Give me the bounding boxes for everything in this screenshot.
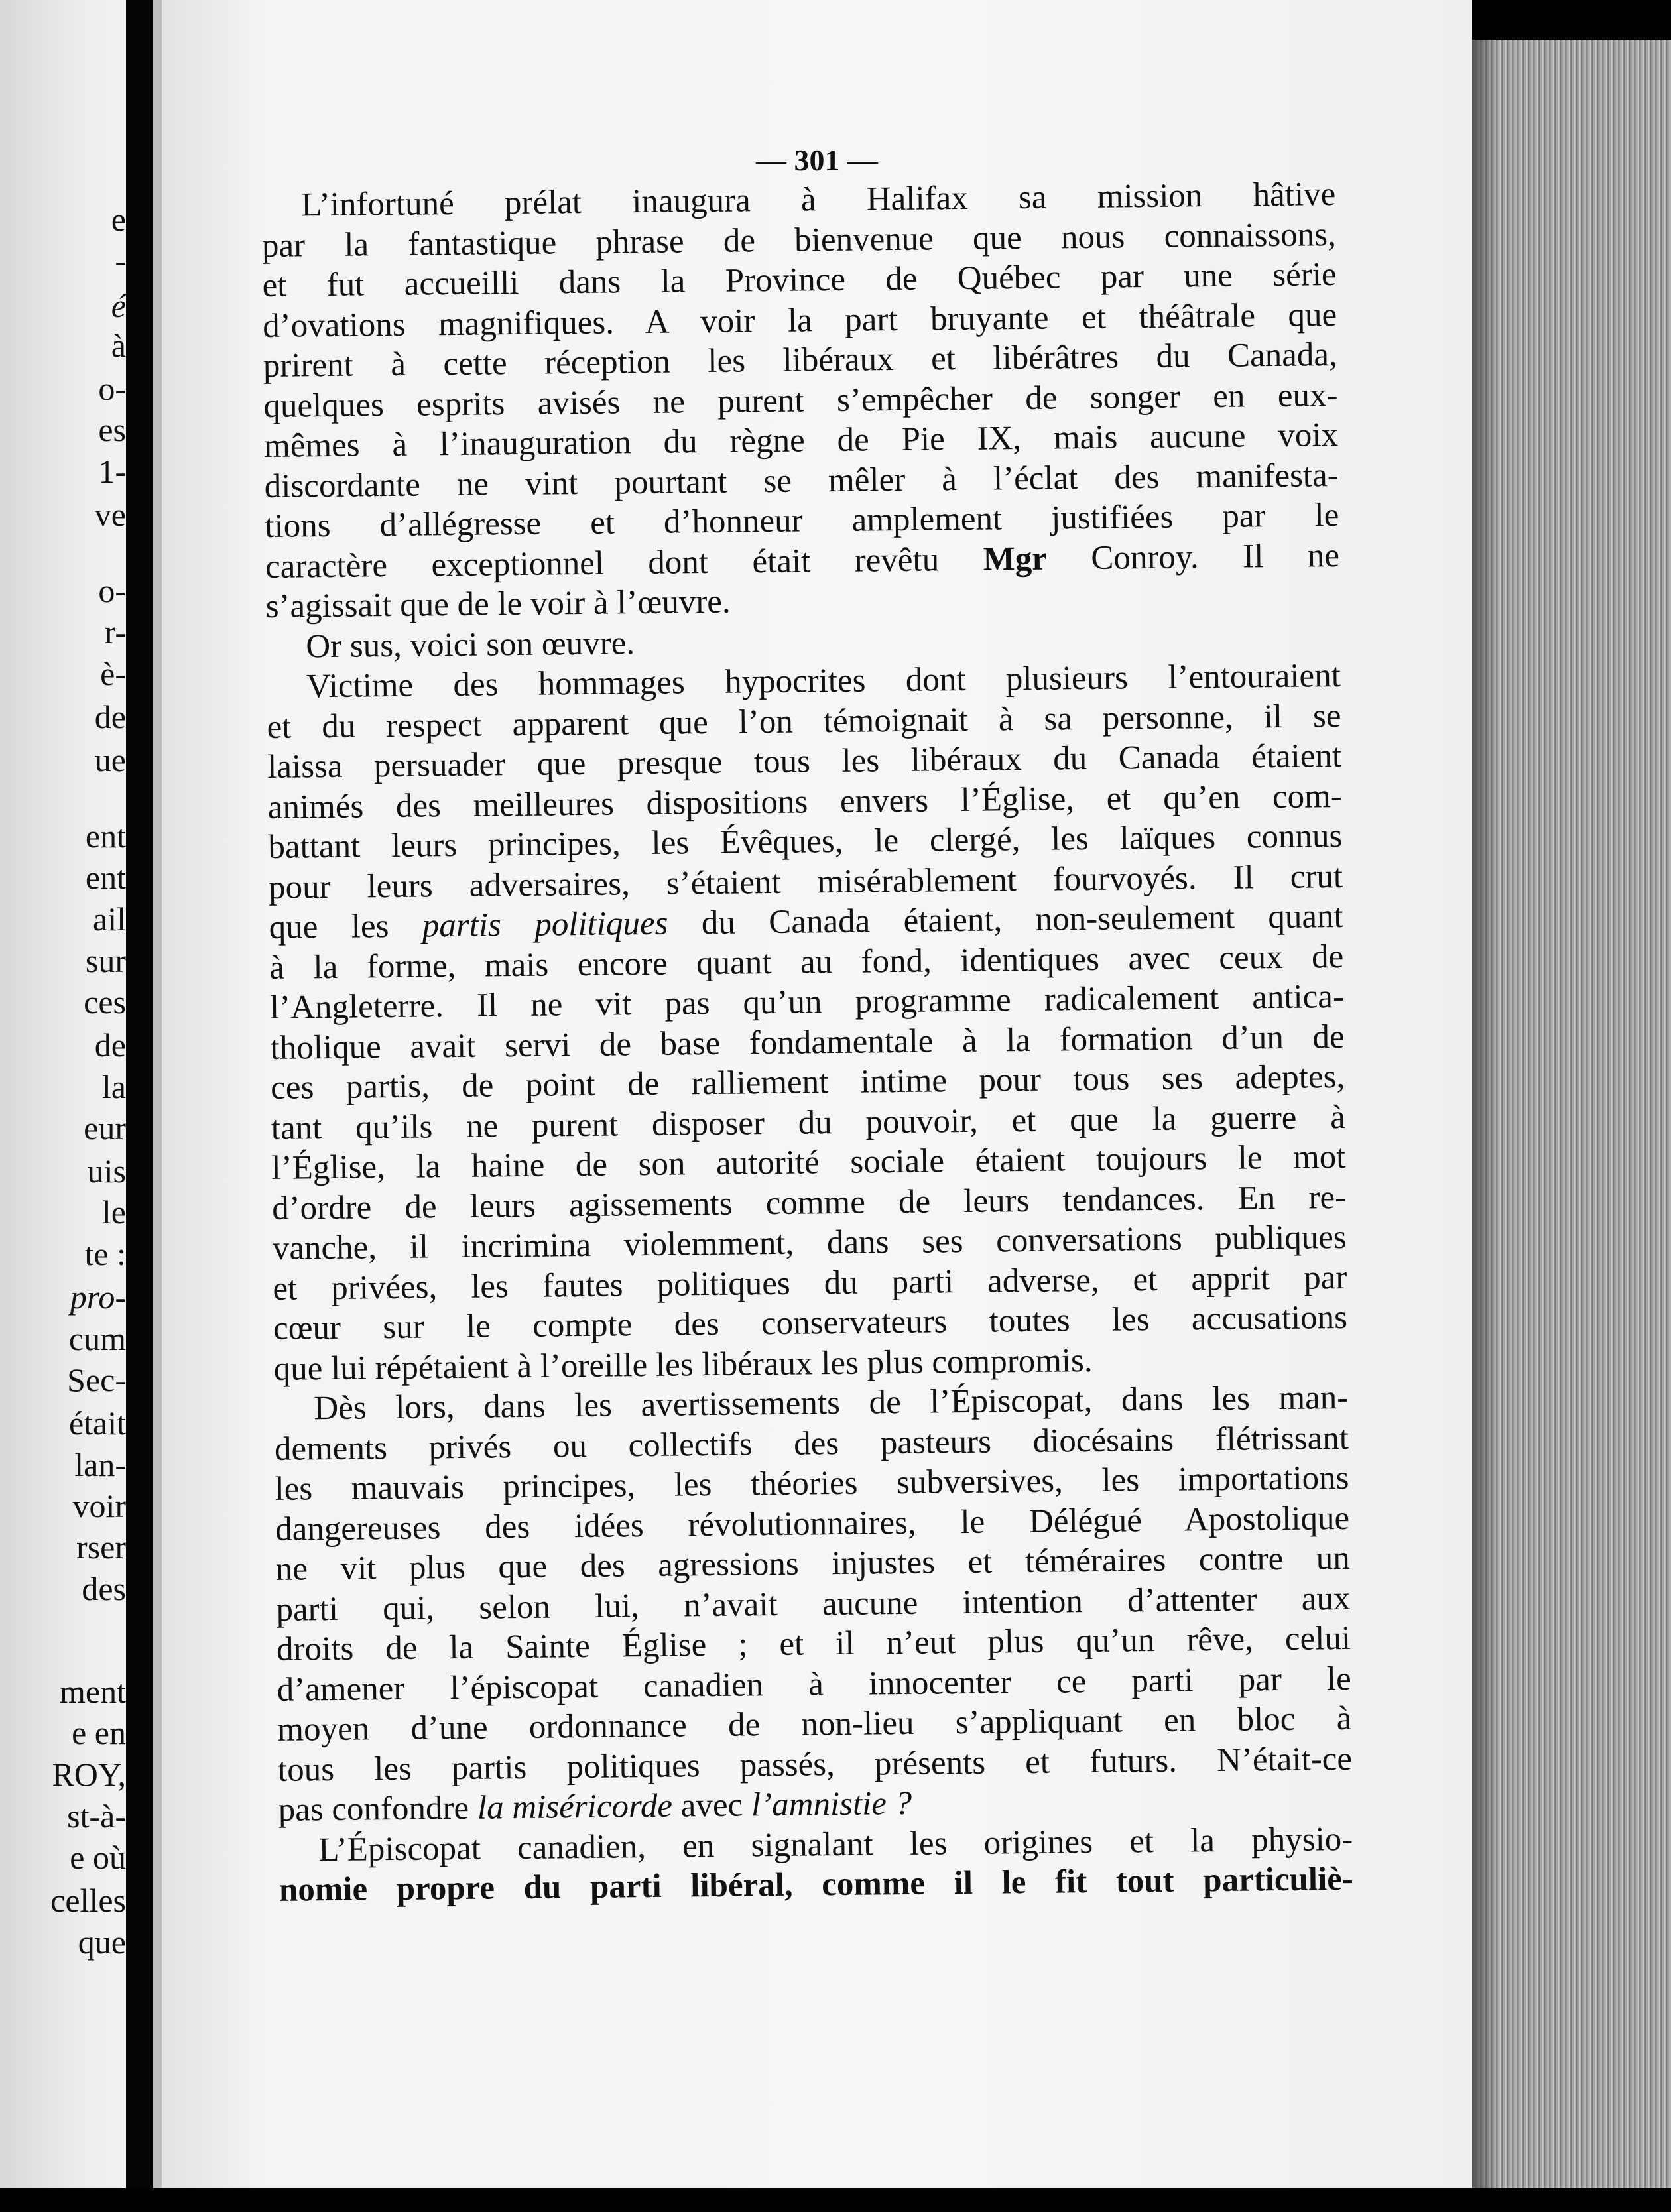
text-line: l’Angleterre. Il ne vit pas qu’un programme radicalement antica- (269, 977, 1345, 1026)
text-line: moyen d’une ordonnance de non-lieu s’appliquant en bloc à (277, 1699, 1352, 1749)
text-line: vanche, il incrimina violemment, dans ses conversations publiques (272, 1218, 1347, 1267)
text-line: d’amener l’épiscopat canadien à innocenter ce parti par le (277, 1660, 1351, 1709)
left-page-text-fragment: celles (50, 1882, 126, 1919)
left-page-text-fragment: è- (100, 655, 126, 692)
text-line: et privées, les fautes politiques du parti adverse, et apprit par (273, 1259, 1347, 1308)
left-page-text-fragment: 1- (98, 453, 126, 490)
text-line: prirent à cette réception les libéraux et libérâtres du Canada, (263, 336, 1338, 385)
left-page-text-fragment: o- (98, 572, 126, 609)
left-page-text-fragment: é (111, 287, 126, 324)
left-page-text-fragment: es (98, 411, 126, 448)
italic-text: la miséricorde (477, 1787, 673, 1827)
page-edges (1472, 40, 1671, 2212)
text-line: animés des meilleures dispositions envers l’Église, et qu’en com- (267, 777, 1343, 826)
left-page-text-fragment: le (101, 1194, 126, 1231)
left-page-text-fragment: de (94, 1026, 126, 1064)
page-number: — 301 — (756, 143, 878, 177)
text-segment: pas confondre (278, 1789, 478, 1829)
text-line: parti qui, selon lui, n’avait aucune intention d’attenter aux (276, 1579, 1351, 1628)
text-line: les mauvais principes, les théories subversives, les importations (275, 1459, 1349, 1508)
text-line: cœur sur le compte des conservateurs toutes les accusations (273, 1298, 1348, 1347)
italic-text: l’amnistie ? (751, 1784, 912, 1824)
left-page-text-fragment: e en (72, 1714, 126, 1751)
left-page-text-fragment: st-à- (67, 1798, 126, 1835)
text-segment: que les (269, 907, 423, 946)
text-line: à la forme, mais encore quant au fond, identiques avec ceux de (269, 938, 1344, 987)
left-page-text-fragment: que (78, 1924, 126, 1961)
left-page-text-fragment: à (111, 327, 126, 364)
left-page-text-fragment: eur (84, 1109, 126, 1146)
text-line: discordante ne vint pourtant se mêler à l’éclat des manifesta- (264, 456, 1339, 505)
text-line: tholique avait servi de base fondamentale à la formation d’un de (270, 1018, 1345, 1067)
text-line: et du respect apparent que l’on témoignait à sa personne, il se (267, 697, 1341, 746)
left-page-text-fragment: de (94, 698, 126, 735)
left-page-text-fragment: sur (85, 942, 126, 979)
text-segment: Conroy. Il ne (1046, 536, 1340, 578)
left-page-text-fragment: e (111, 201, 126, 238)
left-page-text-fragment: était (68, 1404, 126, 1442)
text-line: laissa persuader que presque tous les libéraux du Canada étaient (267, 737, 1342, 786)
text-line: tous les partis politiques passés, présents et futurs. N’était-ce (277, 1740, 1353, 1789)
text-line: d’ovations magnifiques. A voir la part bruyante et théâtrale que (262, 296, 1337, 345)
text-line: Victime des hommages hypocrites dont plusieurs l’entouraient (306, 656, 1341, 706)
book-gutter (126, 0, 153, 2212)
scan-border (0, 2188, 1671, 2212)
text-segment: caractère exceptionnel dont était revêtu (265, 540, 983, 585)
book-gutter-edge (153, 0, 162, 2212)
left-page-text-fragment: ve (94, 496, 126, 533)
text-line: tions d’allégresse et d’honneur amplement justifiées par le (265, 497, 1339, 545)
bold-text: Mgr (983, 540, 1048, 578)
text-line: et fut accueilli dans la Province de Québec par une série (262, 256, 1337, 304)
left-page-text-fragment: des (82, 1570, 126, 1607)
left-page-text-fragment: voir (72, 1487, 126, 1524)
text-line: droits de la Sainte Église ; et il n’eut plus qu’un rêve, celui (276, 1619, 1351, 1668)
left-page-text-fragment: o- (98, 370, 126, 407)
left-page-text-fragment: e où (70, 1839, 126, 1876)
text-line: dangereuses des idées révolutionnaires, le Délégué Apostolique (275, 1499, 1350, 1548)
left-page-fragment (0, 0, 126, 2212)
text-line: ces partis, de point de ralliement intime pour tous ses adeptes, (270, 1058, 1345, 1107)
left-page-text-fragment: te : (84, 1235, 126, 1272)
left-page-text-fragment: ent (85, 859, 126, 896)
text-segment: du Canada étaient, non-seulement quant (668, 897, 1343, 942)
text-line: par la fantastique phrase de bienvenue que nous connaissons, (261, 215, 1337, 265)
left-page-text-fragment: cum (68, 1320, 126, 1357)
left-page-text-fragment: la (101, 1068, 126, 1105)
text-line: s’agissait que de le voir à l’œuvre. (265, 583, 731, 625)
left-page-text-fragment: ail (93, 900, 126, 938)
left-page-text-fragment: rser (76, 1528, 126, 1566)
book-page (162, 0, 1472, 2212)
left-page-text-fragment: Sec- (67, 1361, 126, 1398)
text-line: quelques esprits avisés ne purent s’empêcher de songer en eux- (263, 376, 1338, 425)
text-line: que lui répétaient à l’oreille les libéraux les plus compromis. (273, 1341, 1093, 1388)
left-page-text-fragment: ROY, (52, 1756, 126, 1793)
page-edges-shadow (1472, 40, 1499, 2212)
text-line: mêmes à l’inauguration du règne de Pie IX, mais aucune voix (263, 416, 1339, 465)
text-line: l’Église, la haine de son autorité sociale étaient toujours le mot (271, 1138, 1346, 1187)
italic-text: partis politiques (422, 904, 668, 945)
left-page-text-fragment: ue (94, 741, 126, 778)
text-line: pour leurs adversaires, s’étaient misérablement fourvoyés. Il crut (268, 857, 1343, 906)
left-page-text-fragment: ent (85, 818, 126, 855)
left-page-text-fragment: r- (104, 613, 126, 650)
text-line: dements privés ou collectifs des pasteurs diocésains flétrissant (274, 1419, 1349, 1468)
text-line: nomie propre du parti libéral, comme il le fit tout particuliè- (278, 1860, 1354, 1909)
left-page-text-fragment: lan- (74, 1446, 126, 1483)
text-line: Dès lors, dans les avertissements de l’Épiscopat, dans les man- (314, 1379, 1349, 1428)
text-line: L’Épiscopat canadien, en signalant les origines et la physio- (318, 1820, 1353, 1869)
page-text (261, 174, 1353, 1910)
left-page-text-fragment: pro- (70, 1278, 126, 1316)
left-page-text-fragment: ces (84, 983, 126, 1020)
text-line: tant qu’ils ne purent disposer du pouvoir, et que la guerre à (271, 1098, 1346, 1147)
text-line: L’infortuné prélat inaugura à Halifax sa mission hâtive (301, 176, 1336, 224)
text-line: battant leurs principes, les Évêques, le clergé, les laïques connus (268, 817, 1343, 866)
text-line: Or sus, voici son œuvre. (305, 624, 635, 665)
left-page-text-fragment: - (115, 242, 126, 279)
text-line: ne vit plus que des agressions injustes et téméraires contre un (275, 1539, 1351, 1588)
left-page-text-fragment: ment (60, 1673, 126, 1710)
text-segment: avec (672, 1786, 752, 1825)
text-line: d’ordre de leurs agissements comme de leurs tendances. En re- (271, 1178, 1347, 1227)
left-page-text-fragment: uis (87, 1152, 126, 1190)
